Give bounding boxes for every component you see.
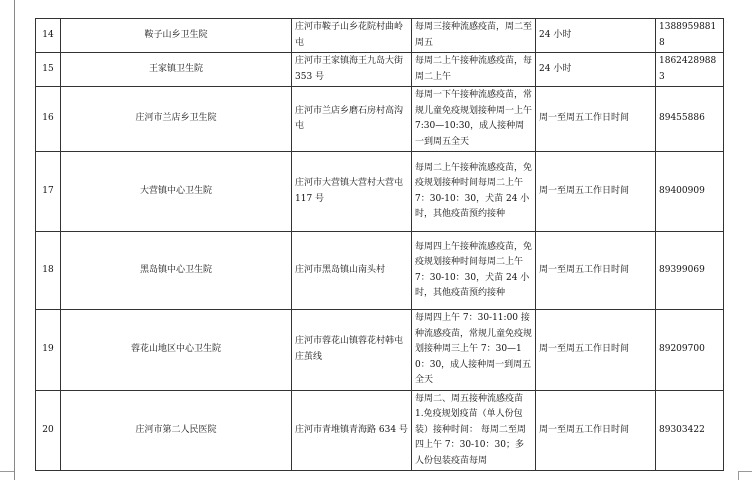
phone-number: 18624289883 xyxy=(656,53,724,87)
phone-number: 89303422 xyxy=(656,390,724,471)
table-row xyxy=(36,87,724,152)
table-row xyxy=(36,152,724,232)
clinic-address: 庄河市黑岛镇山南头村 xyxy=(292,232,412,310)
phone-number: 89455886 xyxy=(656,87,724,152)
clinic-name: 王家镇卫生院 xyxy=(61,53,292,87)
phone-number: 89400909 xyxy=(656,152,724,232)
vaccination-schedule: 每周四上午接种流感疫苗，免疫规划接种时间每周二上午 7：30-10：30，犬苗 24 小时，其他疫苗预约接种 xyxy=(412,232,536,310)
row-number: 14 xyxy=(36,19,61,53)
clinic-table xyxy=(35,18,724,471)
table-row xyxy=(36,310,724,391)
vaccination-schedule: 每周二上午接种流感疫苗，免疫规划接种时间每周二上午 7：30-10：30，犬苗 24 小时，其他疫苗预约接种 xyxy=(412,152,536,232)
table-row xyxy=(36,232,724,310)
vaccination-schedule: 每周二上午接种流感疫苗，每周二上午 xyxy=(412,53,536,87)
service-hours: 24 小时 xyxy=(536,53,656,87)
clinic-address: 庄河市王家镇海王九岛大街 353 号 xyxy=(292,53,412,87)
table-row xyxy=(36,19,724,53)
vaccination-schedule: 每周一下午接种流感疫苗，常规儿童免疫规划接种周一上午 7:30—10:30，成人接种周一到周五全天 xyxy=(412,87,536,152)
row-number: 20 xyxy=(36,390,61,471)
clinic-address: 庄河市蓉花山镇蓉花村韩屯庄茧线 xyxy=(292,310,412,391)
service-hours: 周一至周五工作日时间 xyxy=(536,310,656,391)
table-row xyxy=(36,53,724,87)
vaccination-schedule: 每周二、周五接种流感疫苗 1.免疫规划疫苗（单人份包装）接种时间： 每周二至周四上午 7：30-10：30；多人份包装疫苗每周 xyxy=(412,390,536,471)
service-hours: 24 小时 xyxy=(536,19,656,53)
clinic-name: 庄河市兰店乡卫生院 xyxy=(61,87,292,152)
phone-number: 89399069 xyxy=(656,232,724,310)
vaccination-schedule: 每周四上午 7：30-11:00 接种流感疫苗，常规儿童免疫规划接种周三上午 7：30—10：30，成人接种周一到周五全天 xyxy=(412,310,536,391)
corner-mark-bottom-right-vertical xyxy=(738,471,739,480)
clinic-address: 庄河市青堆镇青海路 634 号 xyxy=(292,390,412,471)
service-hours: 周一至周五工作日时间 xyxy=(536,152,656,232)
row-number: 15 xyxy=(36,53,61,87)
row-number: 18 xyxy=(36,232,61,310)
table-row xyxy=(36,390,724,471)
vaccination-schedule: 每周三接种流感疫苗，周二至周五 xyxy=(412,19,536,53)
row-number: 19 xyxy=(36,310,61,391)
row-number: 16 xyxy=(36,87,61,152)
phone-number: 89209700 xyxy=(656,310,724,391)
clinic-name: 鞍子山乡卫生院 xyxy=(61,19,292,53)
row-number: 17 xyxy=(36,152,61,232)
service-hours: 周一至周五工作日时间 xyxy=(536,390,656,471)
clinic-name: 黑岛镇中心卫生院 xyxy=(61,232,292,310)
left-margin-line xyxy=(14,0,15,480)
corner-mark-bottom-right xyxy=(738,471,752,472)
clinic-name: 蓉花山地区中心卫生院 xyxy=(61,310,292,391)
clinic-address: 庄河市大营镇大营村大营屯 117 号 xyxy=(292,152,412,232)
service-hours: 周一至周五工作日时间 xyxy=(536,232,656,310)
clinic-address: 庄河市鞍子山乡花院村曲岭屯 xyxy=(292,19,412,53)
clinic-address: 庄河市兰店乡磨石房村高沟屯 xyxy=(292,87,412,152)
corner-mark-bottom-left xyxy=(0,471,14,472)
clinic-name: 庄河市第二人民医院 xyxy=(61,390,292,471)
clinic-name: 大营镇中心卫生院 xyxy=(61,152,292,232)
phone-number: 13889598818 xyxy=(656,19,724,53)
service-hours: 周一至周五工作日时间 xyxy=(536,87,656,152)
